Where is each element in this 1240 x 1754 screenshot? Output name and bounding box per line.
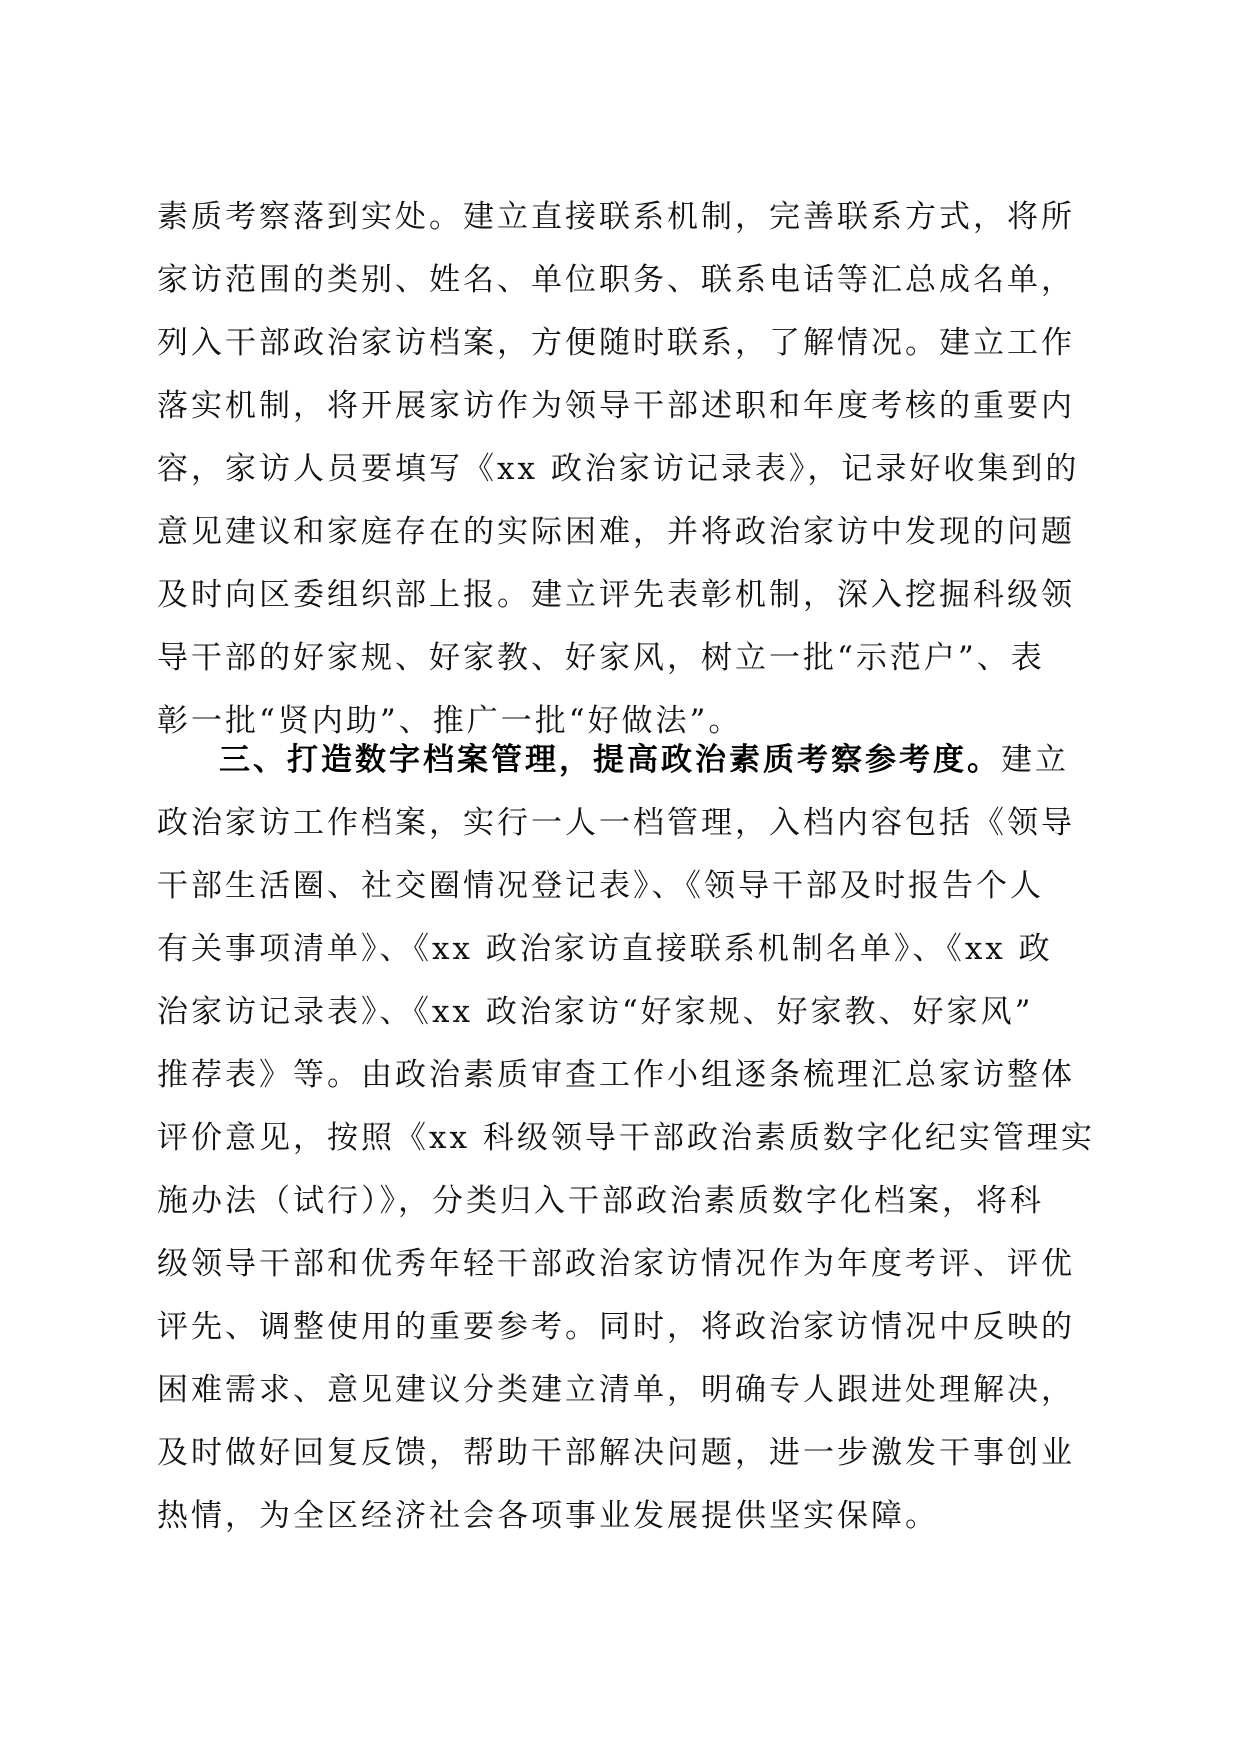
text-line: 治家访记录表》、《xx 政治家访“好家规、好家教、好家风” [157,994,1034,1030]
text-line: 意见建议和家庭存在的实际困难，并将政治家访中发现的问题 [157,514,1075,550]
text-line: 评价意见，按照《xx 科级领导干部政治素质数字化纪实管理实 [157,1120,1095,1156]
text-line: 热情，为全区经济社会各项事业发展提供坚实保障。 [157,1498,939,1534]
text-line: 彰一批“贤内助”、推广一批“好做法”。 [157,703,743,739]
section-heading: 三、打造数字档案管理，提高政治素质考察参考度。 [219,742,1001,778]
text-line: 家访范围的类别、姓名、单位职务、联系电话等汇总成名单， [157,262,1075,298]
text-line: 素质考察落到实处。建立直接联系机制，完善联系方式，将所 [157,199,1075,235]
text-line: 导干部的好家规、好家教、好家风，树立一批“示范户”、表 [157,640,1045,676]
text-line: 及时向区委组织部上报。建立评先表彰机制，深入挖掘科级领 [157,577,1075,613]
text-line: 政治家访工作档案，实行一人一档管理，入档内容包括《领导 [157,805,1075,841]
text-line: 评先、调整使用的重要参考。同时，将政治家访情况中反映的 [157,1309,1075,1345]
text-line: 有关事项清单》、《xx 政治家访直接联系机制名单》、《xx 政 [157,931,1053,967]
paragraph-continuation [157,186,1080,753]
text-line: 容，家访人员要填写《xx 政治家访记录表》，记录好收集到的 [157,451,1080,487]
text-line: 级领导干部和优秀年轻干部政治家访情况作为年度考评、评优 [157,1246,1075,1282]
text-line: 施办法（试行）》，分类归入干部政治素质数字化档案，将科 [157,1183,1044,1219]
text-fragment: 建立 [1001,742,1069,778]
text-line: 落实机制，将开展家访作为领导干部述职和年度考核的重要内 [157,388,1075,424]
text-line: 干部生活圈、社交圈情况登记表》、《领导干部及时报告个人 [157,868,1044,904]
text-line: 推荐表》等。由政治素质审查工作小组逐条梳理汇总家访整体 [157,1057,1075,1093]
text-line: 及时做好回复反馈，帮助干部解决问题，进一步激发干事创业 [157,1435,1075,1471]
section-heading-line [157,729,1077,792]
text-line: 列入干部政治家访档案，方便随时联系，了解情况。建立工作 [157,325,1075,361]
paragraph-section-3 [157,729,1095,1548]
text-line: 困难需求、意见建议分类建立清单，明确专人跟进处理解决， [157,1372,1075,1408]
